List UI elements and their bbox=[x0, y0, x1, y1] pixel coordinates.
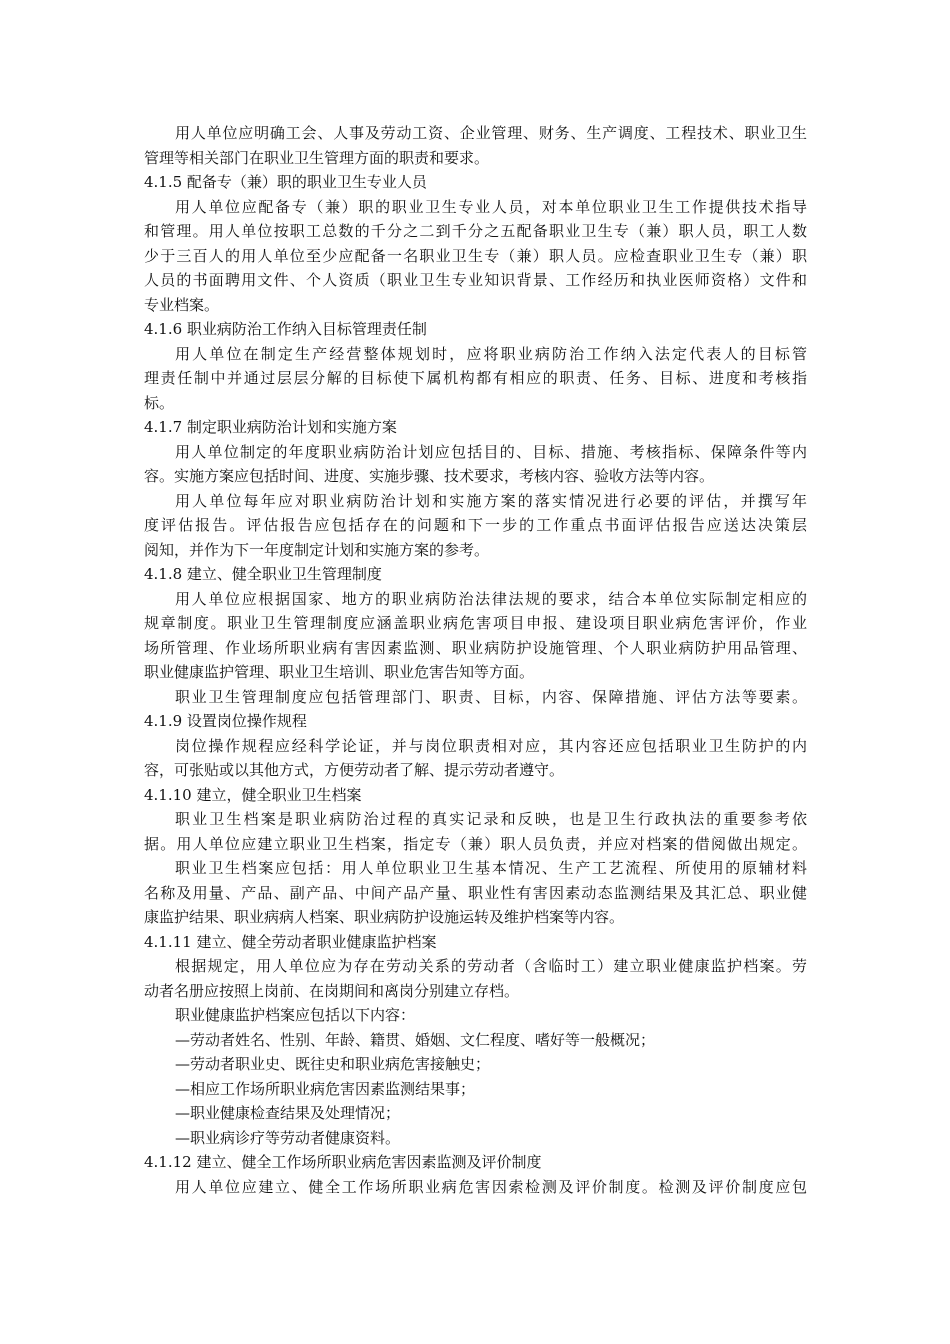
text-line: 理责任制中并通过层层分解的目标使下属机构都有相应的职责、任务、目标、进度和考核指 bbox=[144, 369, 807, 387]
text-line: 和管理。用人单位按职工总数的千分之二到千分之五配备职业卫生专（兼）职人员，职工人数 bbox=[144, 222, 807, 240]
text-line: 根据规定，用人单位应为存在劳动关系的劳动者（含临时工）建立职业健康监护档案。劳 bbox=[175, 957, 807, 975]
text-line: —相应工作场所职业病危害因素监测结果事； bbox=[175, 1079, 476, 1098]
text-line: —职业病诊疗等劳动者健康资料。 bbox=[175, 1128, 401, 1147]
text-line: 用人单位应根据国家、地方的职业病防治法律法规的要求，结合本单位实际制定相应的 bbox=[175, 589, 807, 608]
text-line: 职业健康监护管理、职业卫生培训、职业危害告知等方面。 bbox=[144, 663, 535, 681]
text-line: 标。 bbox=[144, 393, 175, 412]
text-line: 据。用人单位应建立职业卫生档案，指定专（兼）职人员负责，并应对档案的借阅做出规定。 bbox=[144, 834, 807, 853]
section-heading: 4.1.8 建立、健全职业卫生管理制度 bbox=[144, 565, 382, 583]
text-line: 规章制度。职业卫生管理制度应涵盖职业病危害项目申报、建设项目职业病危害评价，作业 bbox=[144, 614, 807, 632]
text-line: 职业卫生档案应包括：用人单位职业卫生基本情况、生产工艺流程、所使用的原辅材料 bbox=[175, 859, 807, 877]
text-line: 人员的书面聘用文件、个人资质（职业卫生专业知识背景、工作经历和执业医师资格）文件和 bbox=[144, 271, 807, 289]
section-heading: 4.1.10 建立，健全职业卫生档案 bbox=[144, 785, 362, 804]
text-line: 管理等相关部门在职业卫生管理方面的职责和要求。 bbox=[144, 148, 490, 167]
text-line: 场所管理、作业场所职业病有害因素监测、职业病防护设施管理、个人职业病防护用品管理、 bbox=[144, 638, 807, 657]
document-body bbox=[144, 121, 807, 1199]
text-line: 用人单位每年应对职业病防治计划和实施方案的落实情况进行必要的评估，并撰写年 bbox=[175, 491, 807, 510]
text-line: 度评估报告。评估报告应包括存在的问题和下一步的工作重点书面评估报告应送达决策层 bbox=[144, 516, 807, 534]
text-line: 少于三百人的用人单位至少应配备一名职业卫生专（兼）职人员。应检查职业卫生专（兼）职 bbox=[144, 246, 807, 265]
text-line: 职业卫生管理制度应包括管理部门、职责、目标，内容、保障措施、评估方法等要素。 bbox=[175, 687, 807, 706]
section-heading: 4.1.5 配备专（兼）职的职业卫生专业人员 bbox=[144, 173, 427, 191]
text-line: —劳动者姓名、性别、年龄、籍贯、婚姻、文仁程度、嗜好等一般概况； bbox=[175, 1030, 656, 1049]
text-line: 用人单位制定的年度职业病防治计划应包括目的、目标、措施、考核指标、保障条件等内 bbox=[175, 442, 807, 461]
text-line: 用人单位在制定生产经营整体规划时，应将职业病防治工作纳入法定代表人的目标管 bbox=[175, 344, 807, 363]
text-line: 容。实施方案应包括时间、进度、实施步骤、技术要求，考核内容、验收方法等内容。 bbox=[144, 467, 715, 485]
text-line: 动者名册应按照上岗前、在岗期间和离岗分别建立存档。 bbox=[144, 981, 520, 1000]
section-heading: 4.1.7 制定职业病防治计划和实施方案 bbox=[144, 418, 397, 436]
text-line: 专业档案。 bbox=[144, 295, 220, 314]
text-line: 职业健康监护档案应包括以下内容： bbox=[175, 1006, 416, 1024]
text-line: 容，可张贴或以其他方式，方便劳动者了解、提示劳动者遵守。 bbox=[144, 761, 565, 779]
text-line: 用人单位应明确工会、人事及劳动工资、企业管理、财务、生产调度、工程技术、职业卫生 bbox=[175, 124, 807, 142]
section-heading: 4.1.9 设置岗位操作规程 bbox=[144, 712, 307, 730]
section-heading: 4.1.6 职业病防治工作纳入目标管理责任制 bbox=[144, 320, 427, 338]
text-line: 名称及用量、产品、副产品、中间产品产量、职业性有害因素动态监测结果及其汇总、职业健 bbox=[144, 883, 807, 902]
text-line: 岗位操作规程应经科学论证，并与岗位职责相对应，其内容还应包括职业卫生防护的内 bbox=[175, 736, 807, 755]
text-line: —职业健康检查结果及处理情况； bbox=[175, 1104, 401, 1122]
text-line: 用人单位应配备专（兼）职的职业卫生专业人员，对本单位职业卫生工作提供技术指导 bbox=[175, 197, 807, 216]
text-line: 职业卫生档案是职业病防治过程的真实记录和反映，也是卫生行政执法的重要参考依 bbox=[175, 810, 807, 828]
text-line: —劳动者职业史、既往史和职业病危害接触史； bbox=[175, 1055, 491, 1073]
text-line: 阅知，并作为下一年度制定计划和实施方案的参考。 bbox=[144, 540, 490, 559]
text-line: 康监护结果、职业病病人档案、职业病防护设施运转及维护档案等内容。 bbox=[144, 908, 625, 926]
section-heading: 4.1.12 建立、健全工作场所职业病危害因素监测及评价制度 bbox=[144, 1153, 542, 1171]
section-heading: 4.1.11 建立、健全劳动者职业健康监护档案 bbox=[144, 932, 437, 951]
text-line: 用人单位应建立、健全工作场所职业病危害因索检测及评价制度。检测及评价制度应包 bbox=[175, 1177, 807, 1196]
